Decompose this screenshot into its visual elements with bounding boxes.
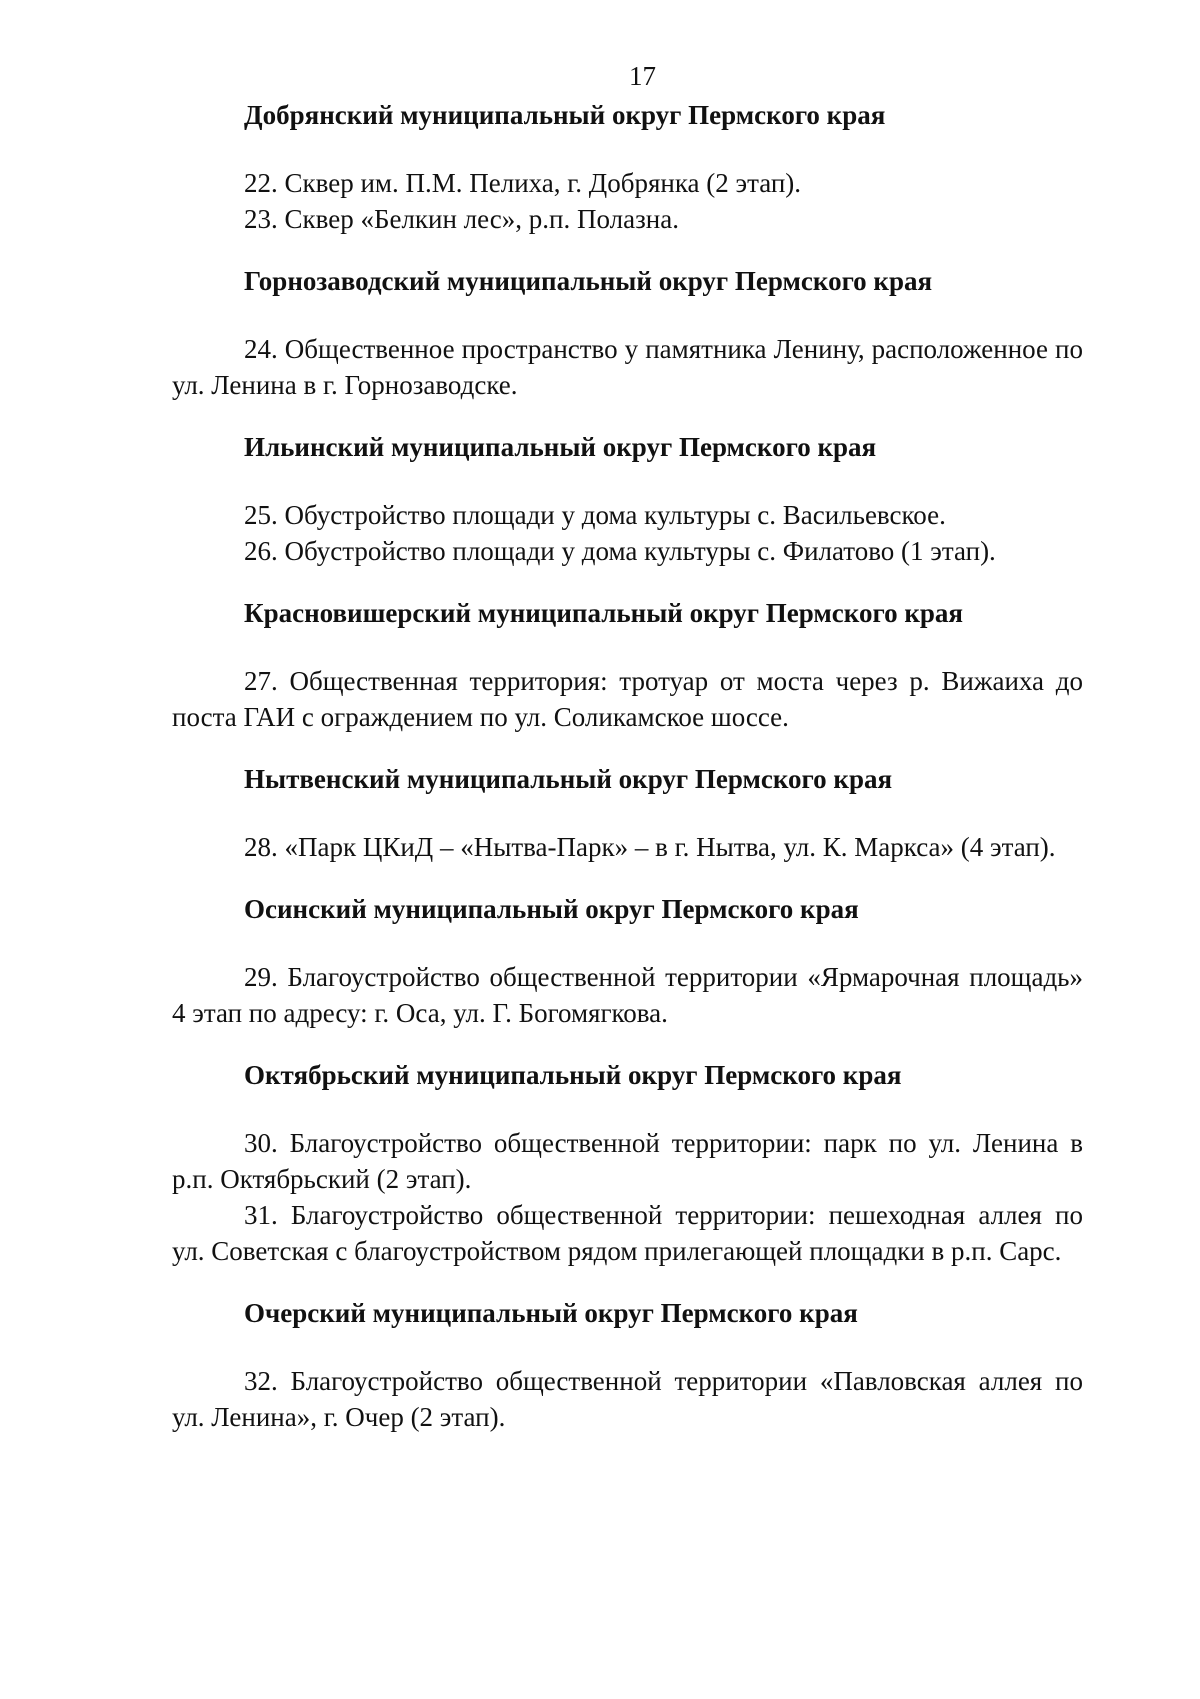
list-item: 22. Сквер им. П.М. Пелиха, г. Добрянка (2 этап). xyxy=(244,168,802,198)
list-item: 27. Общественная территория: тротуар от моста через р. Вижаиха до поста ГАИ с ограждением по ул. Соликамское шоссе. xyxy=(172,666,1083,732)
section-nytva xyxy=(172,761,1083,865)
list-item: 28. «Парк ЦКиД – «Нытва-Парк» – в г. Нытва, ул. К. Маркса» (4 этап). xyxy=(244,832,1056,862)
section-gornozavodsk xyxy=(172,263,1083,403)
section-dobryanka xyxy=(172,97,1083,237)
section-ilyinsky xyxy=(172,429,1083,569)
list-item: 24. Общественное пространство у памятника Ленину, расположенное по ул. Ленина в г. Горнозаводске. xyxy=(172,334,1083,400)
section-osa xyxy=(172,891,1083,1031)
section-krasnovishersk xyxy=(172,595,1083,735)
list-item: 29. Благоустройство общественной территории «Ярмарочная площадь» 4 этап по адресу: г. Оса, ул. Г. Богомягкова. xyxy=(172,962,1083,1028)
section-ocher xyxy=(172,1295,1083,1435)
section-title: Нытвенский муниципальный округ Пермского края xyxy=(244,764,893,794)
list-item: 23. Сквер «Белкин лес», р.п. Полазна. xyxy=(244,204,679,234)
list-item: 30. Благоустройство общественной территории: парк по ул. Ленина в р.п. Октябрьский (2 этап). xyxy=(172,1128,1083,1194)
page-number: 17 xyxy=(629,61,656,91)
section-oktyabrsky xyxy=(172,1057,1083,1269)
section-title: Красновишерский муниципальный округ Пермского края xyxy=(244,598,963,628)
section-title: Добрянский муниципальный округ Пермского края xyxy=(244,100,886,130)
list-item: 25. Обустройство площади у дома культуры с. Васильевское. xyxy=(244,500,946,530)
list-item: 31. Благоустройство общественной территории: пешеходная аллея по ул. Советская с благоустройством рядом прилегающей площадки в р.п. Сарс. xyxy=(172,1200,1083,1266)
section-title: Горнозаводский муниципальный округ Пермского края xyxy=(244,266,933,296)
section-title: Очерский муниципальный округ Пермского края xyxy=(244,1298,858,1328)
section-title: Октябрьский муниципальный округ Пермского края xyxy=(244,1060,902,1090)
list-item: 26. Обустройство площади у дома культуры с. Филатово (1 этап). xyxy=(244,536,996,566)
section-title: Ильинский муниципальный округ Пермского края xyxy=(244,432,877,462)
section-title: Осинский муниципальный округ Пермского края xyxy=(244,894,859,924)
list-item: 32. Благоустройство общественной территории «Павловская аллея по ул. Ленина», г. Очер (2 этап). xyxy=(172,1366,1083,1432)
